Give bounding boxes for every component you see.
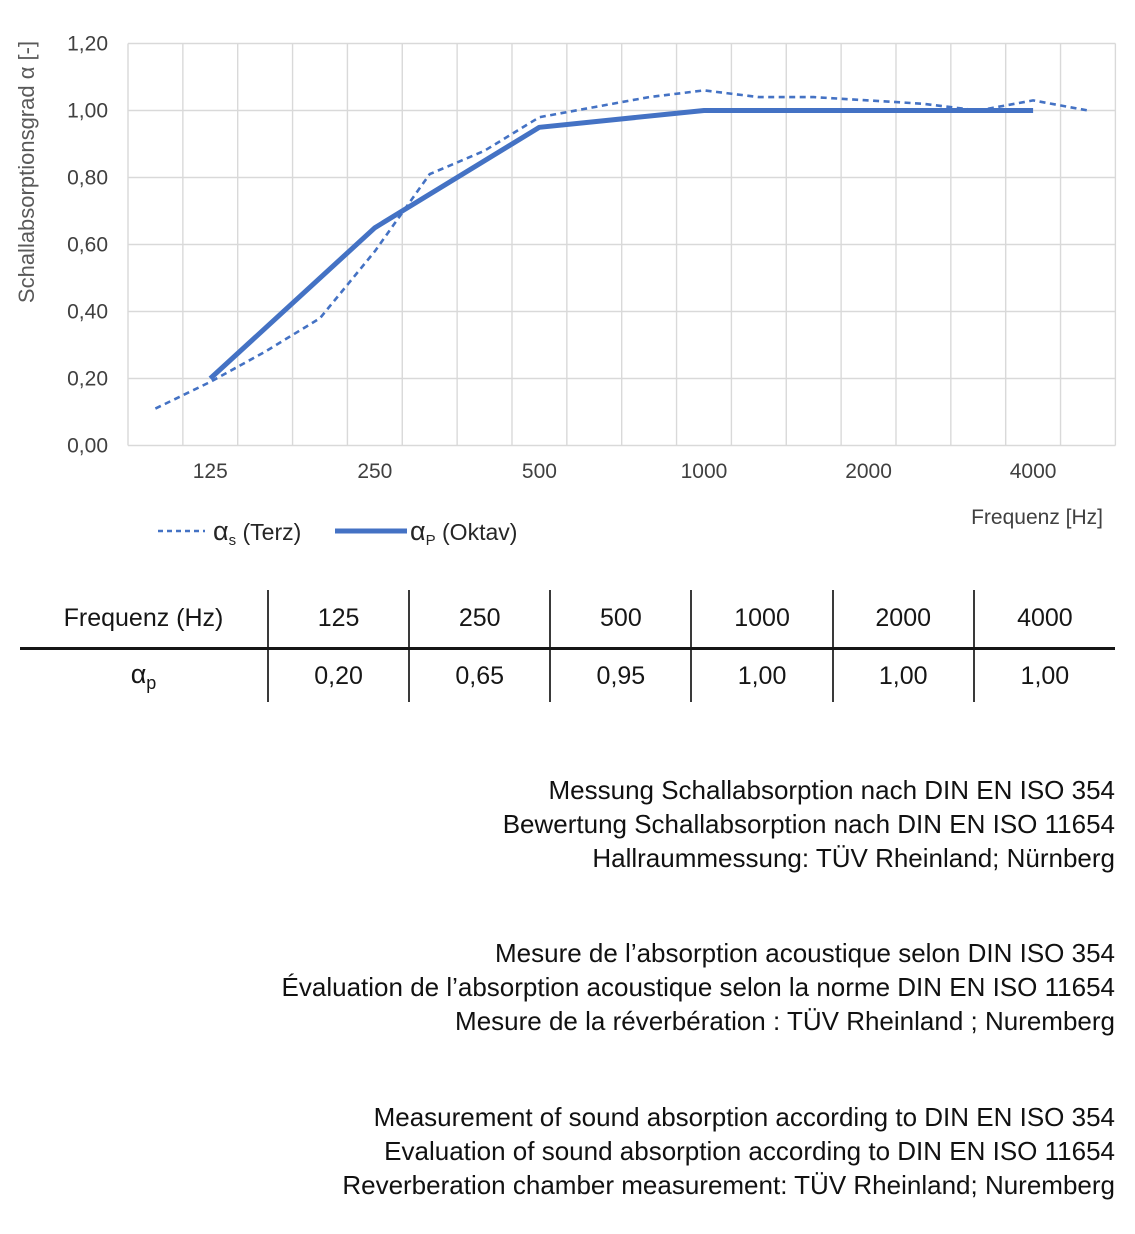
x-tick-label: 2000 xyxy=(845,460,892,483)
y-tick-label: 1,00 xyxy=(67,99,108,123)
y-tick-label: 0,60 xyxy=(67,233,108,257)
note-french xyxy=(20,936,1115,1038)
x-tick-label: 500 xyxy=(521,460,557,483)
legend-label: $\alpha_s$ (Terz) xyxy=(213,516,302,549)
note-line: Bewertung Schallabsorption nach DIN EN ISO 11654 xyxy=(502,809,1115,839)
table-frequency-cell: 250 xyxy=(409,590,550,649)
table-value-cell: 1,00 xyxy=(974,649,1115,703)
x-axis-title: Frequenz [Hz] xyxy=(971,506,1103,529)
table-value-row xyxy=(20,649,1115,703)
note-line: Evaluation of sound absorption according to DIN EN ISO 11654 xyxy=(384,1136,1115,1166)
table-value-cell: 0,20 xyxy=(268,649,409,703)
note-line: Mesure de l’absorption acoustique selon DIN ISO 354 xyxy=(494,938,1115,968)
y-tick-label: 0,80 xyxy=(67,166,108,190)
note-line: Hallraummessung: TÜV Rheinland; Nürnberg xyxy=(592,843,1115,873)
note-english xyxy=(20,1100,1115,1202)
x-tick-label: 4000 xyxy=(1009,460,1057,483)
absorption-table xyxy=(20,590,1115,702)
x-tick-label: 1000 xyxy=(680,460,728,483)
table-value-cell: 1,00 xyxy=(691,649,832,703)
table-header-label: Frequenz (Hz) xyxy=(20,590,268,649)
note-line: Mesure de la réverbération : TÜV Rheinland ; Nuremberg xyxy=(455,1006,1115,1036)
y-tick-label: 1,20 xyxy=(67,32,108,56)
table-value-cell: 0,95 xyxy=(550,649,691,703)
table-frequency-cell: 125 xyxy=(268,590,409,649)
note-line: Reverberation chamber measurement: TÜV Rheinland; Nuremberg xyxy=(342,1170,1115,1200)
table-frequency-cell: 1000 xyxy=(691,590,832,649)
absorption-chart xyxy=(0,0,1135,575)
table-value-cell: 1,00 xyxy=(833,649,974,703)
table-header-row xyxy=(20,590,1115,649)
table-value-cell: 0,65 xyxy=(409,649,550,703)
note-line: Messung Schallabsorption nach DIN EN ISO 354 xyxy=(548,775,1115,805)
table-frequency-cell: 500 xyxy=(550,590,691,649)
y-axis-tick-labels xyxy=(67,33,108,458)
note-line: Évaluation de l’absorption acoustique selon la norme DIN EN ISO 11654 xyxy=(281,972,1115,1002)
x-axis-tick-labels xyxy=(193,460,1057,483)
y-tick-label: 0,20 xyxy=(67,367,108,391)
legend xyxy=(158,516,517,549)
table-row-label-alpha-p: $\alpha_p$ xyxy=(130,658,157,693)
gridlines xyxy=(128,44,1115,446)
y-axis-title: Schallabsorptionsgrad α [-] xyxy=(14,40,39,304)
chart-svg xyxy=(0,0,1135,575)
x-tick-label: 125 xyxy=(192,460,228,483)
table-frequency-cell: 4000 xyxy=(974,590,1115,649)
y-tick-label: 0,40 xyxy=(67,300,108,324)
table-frequency-cell: 2000 xyxy=(833,590,974,649)
note-line: Measurement of sound absorption according to DIN EN ISO 354 xyxy=(373,1102,1115,1132)
legend-label: $\alpha_P$ (Oktav) xyxy=(410,516,518,549)
y-tick-label: 0,00 xyxy=(67,434,108,458)
note-german xyxy=(20,773,1115,875)
x-tick-label: 250 xyxy=(357,460,393,483)
